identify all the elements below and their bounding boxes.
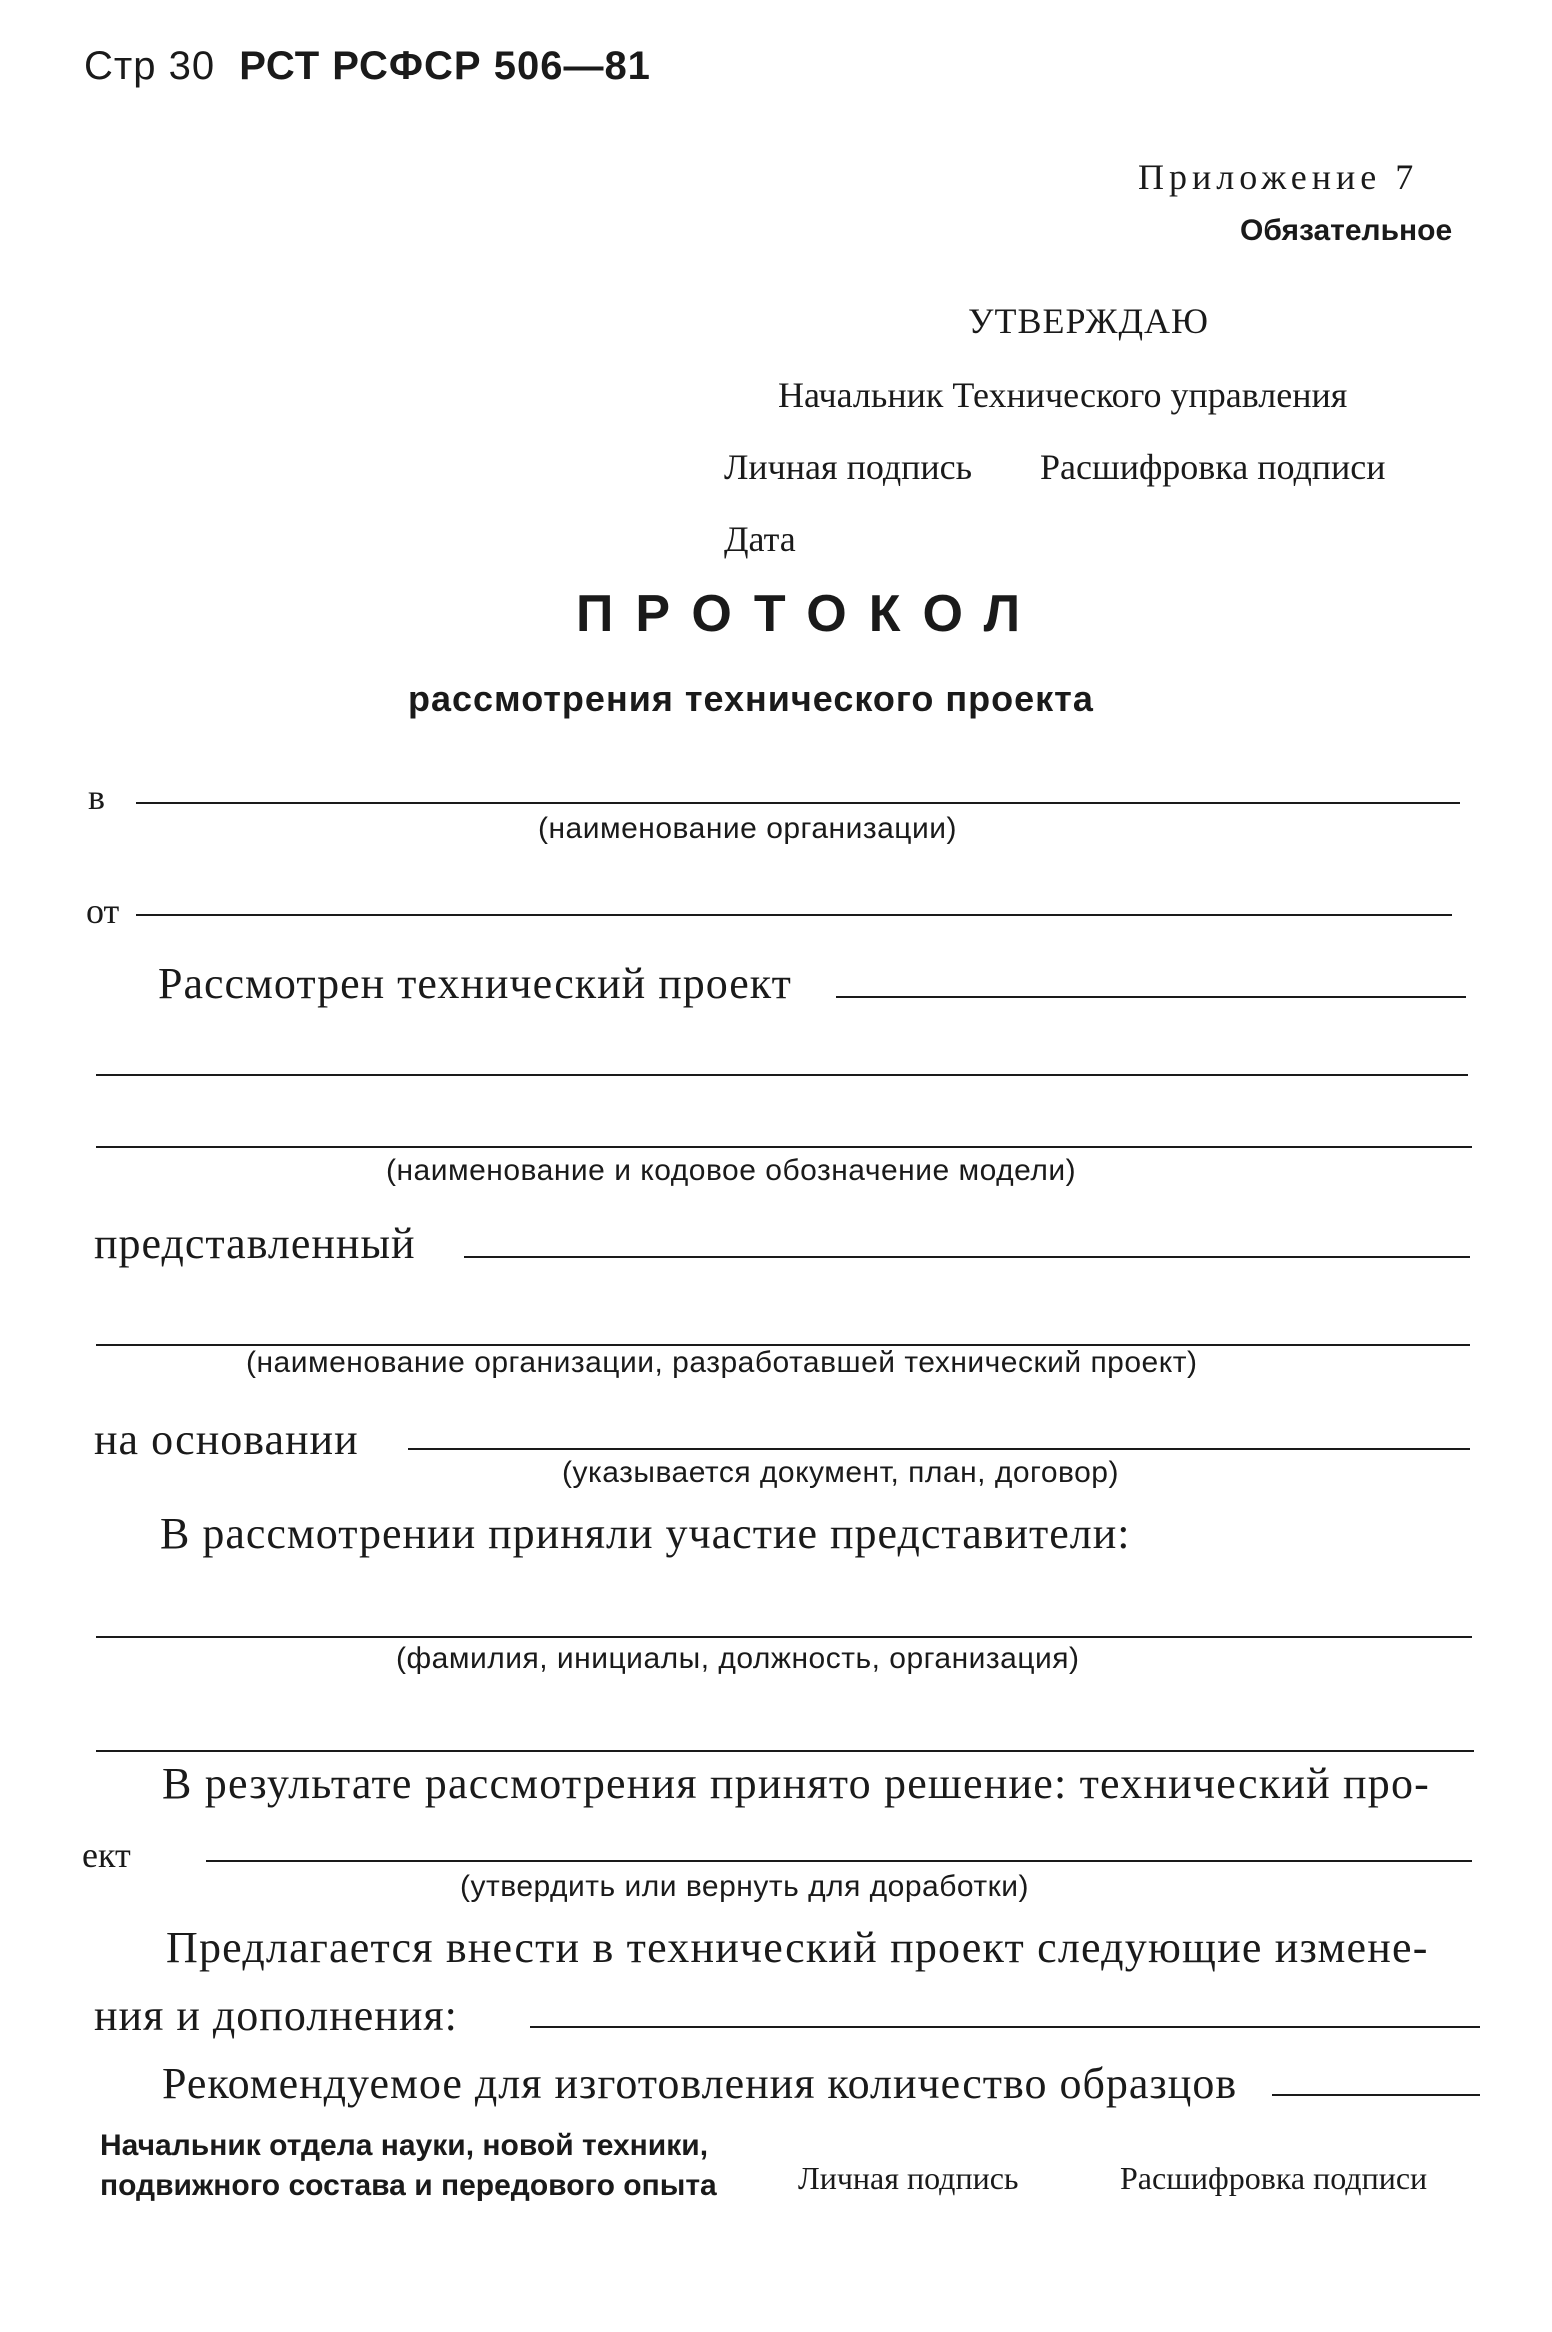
footer-position xyxy=(100,2126,717,2206)
reviewed-label: Рассмотрен технический проект xyxy=(158,959,792,1008)
reviewed-line-2[interactable] xyxy=(96,1074,1468,1076)
participants-caption: (фамилия, инициалы, должность, организация) xyxy=(396,1642,1080,1675)
decision-line[interactable] xyxy=(206,1860,1472,1862)
approval-signature-label: Личная подпись xyxy=(724,447,973,487)
approval-date-label: Дата xyxy=(724,519,796,559)
appendix-label: Приложение 7 xyxy=(1138,157,1419,197)
in-prefix: в xyxy=(88,777,105,817)
proposal-line[interactable] xyxy=(530,2026,1480,2028)
page-number: Стр 30 xyxy=(84,44,216,88)
samples-line[interactable] xyxy=(1272,2094,1480,2096)
basis-caption: (указывается документ, план, договор) xyxy=(562,1456,1119,1489)
reviewed-line[interactable] xyxy=(836,996,1466,998)
model-caption: (наименование и кодовое обозначение модели) xyxy=(386,1154,1077,1187)
from-prefix: от xyxy=(86,891,120,931)
organization-line[interactable] xyxy=(136,802,1460,804)
footer-position-line2: подвижного состава и передового опыта xyxy=(100,2169,717,2202)
reviewed-line-3[interactable] xyxy=(96,1146,1472,1148)
document-title: ПРОТОКОЛ xyxy=(576,585,1043,643)
footer-signature-label: Личная подпись xyxy=(798,2160,1019,2196)
from-line[interactable] xyxy=(136,914,1452,916)
decision-line2: ект xyxy=(82,1835,131,1875)
proposal-line2: ния и дополнения: xyxy=(94,1991,458,2040)
participants-label: В рассмотрении приняли участие представители: xyxy=(160,1509,1131,1558)
appendix-status: Обязательное xyxy=(1240,214,1453,247)
standard-code: РСТ РСФСР 506—81 xyxy=(239,44,651,88)
developer-caption: (наименование организации, разработавшей технический проект) xyxy=(246,1346,1198,1379)
samples-label: Рекомендуемое для изготовления количество образцов xyxy=(162,2059,1238,2108)
basis-label: на основании xyxy=(94,1415,359,1464)
decision-line1: В результате рассмотрения принято решение: технический про- xyxy=(162,1759,1431,1808)
document-subtitle: рассмотрения технического проекта xyxy=(408,678,1094,719)
page-header xyxy=(84,44,651,89)
basis-line[interactable] xyxy=(408,1448,1470,1450)
participants-line-2[interactable] xyxy=(96,1750,1474,1752)
presented-line[interactable] xyxy=(464,1256,1470,1258)
footer-decoding-label: Расшифровка подписи xyxy=(1120,2160,1428,2196)
proposal-line1: Предлагается внести в технический проект следующие измене- xyxy=(166,1923,1429,1972)
decision-caption: (утвердить или вернуть для доработки) xyxy=(460,1870,1030,1903)
approval-title: УТВЕРЖДАЮ xyxy=(968,301,1210,341)
participants-line[interactable] xyxy=(96,1636,1472,1638)
footer-position-line1: Начальник отдела науки, новой техники, xyxy=(100,2129,709,2162)
approval-decoding-label: Расшифровка подписи xyxy=(1040,447,1386,487)
organization-caption: (наименование организации) xyxy=(538,812,957,845)
presented-label: представленный xyxy=(94,1219,416,1268)
approval-position: Начальник Технического управления xyxy=(778,375,1348,415)
